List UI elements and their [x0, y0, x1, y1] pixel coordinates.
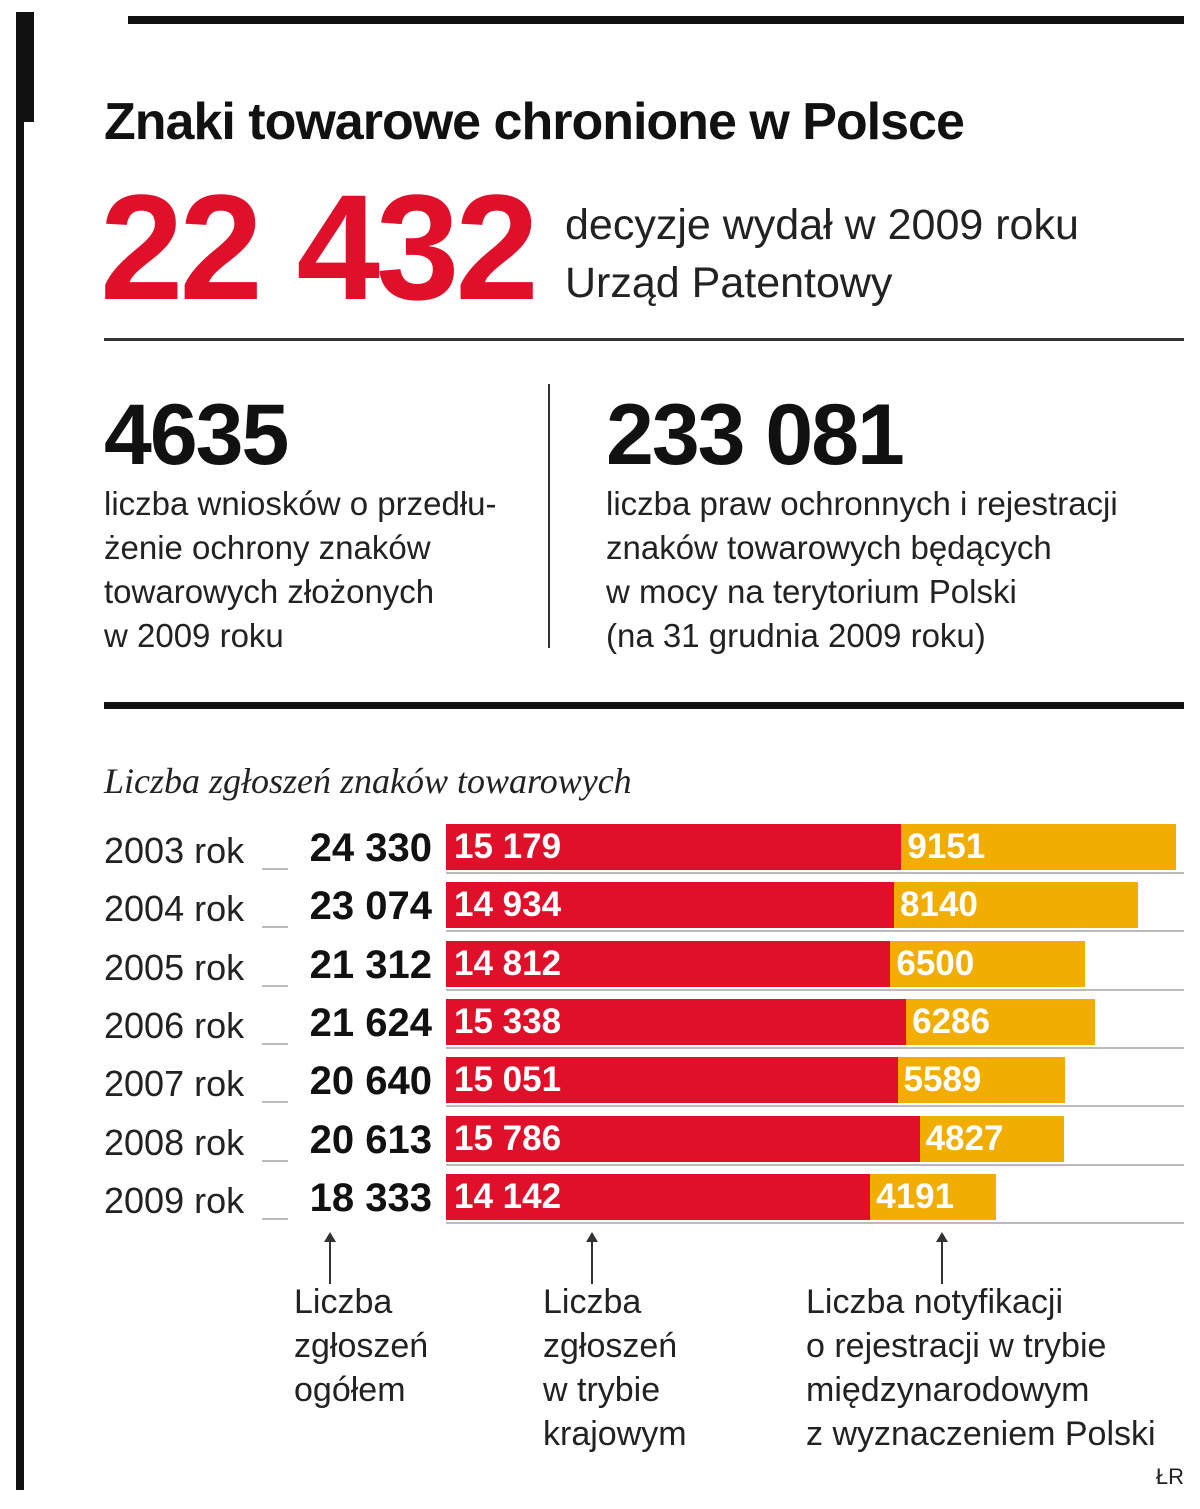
- stat-description-renewals: [104, 482, 534, 658]
- year-label: 2005 rok: [104, 946, 245, 988]
- legend-note-line: zgłoszeń: [294, 1327, 429, 1365]
- row-baseline: [446, 930, 1184, 932]
- bar-domestic-label: 15 179: [454, 827, 562, 866]
- bar-international-label: 5589: [903, 1060, 982, 1100]
- headline-description: [565, 196, 1185, 312]
- bar-international-label: 6286: [912, 1001, 990, 1041]
- bar-domestic-label: 15 338: [454, 1001, 562, 1041]
- bar-domestic-label: 14 812: [454, 943, 562, 983]
- legend-note-line: zgłoszeń: [543, 1327, 678, 1365]
- row-baseline: [446, 1164, 1184, 1166]
- stat-line: żenie ochrony znaków: [104, 529, 431, 566]
- stat-number-rights: 233 081: [606, 387, 903, 483]
- bar-domestic-label: 15 051: [454, 1060, 562, 1100]
- total-value: 21 624: [309, 1000, 432, 1045]
- year-label: 2008 rok: [104, 1121, 245, 1163]
- legend-note-line: Liczba: [543, 1283, 642, 1321]
- bar-international-label: 9151: [907, 827, 986, 866]
- stat-line: towarowych złożonych: [104, 573, 435, 610]
- total-value: 20 613: [309, 1117, 432, 1162]
- legend-note-line: z wyznaczeniem Polski: [806, 1415, 1156, 1453]
- bar-international-label: 6500: [896, 943, 975, 983]
- year-label: 2006 rok: [104, 1004, 245, 1046]
- headline-number: 22 432: [100, 163, 535, 331]
- pointer-line: [941, 1240, 943, 1284]
- page-title: Znaki towarowe chronione w Polsce: [104, 93, 964, 151]
- stat-line: (na 31 grudnia 2009 roku): [606, 617, 986, 654]
- stats-divider: [548, 384, 550, 648]
- frame-left-rule: [16, 12, 24, 1490]
- total-value: 23 074: [309, 884, 432, 929]
- year-label: 2003 rok: [104, 830, 245, 871]
- source-credit: ŁR: [1155, 1464, 1184, 1489]
- total-value: 20 640: [309, 1059, 432, 1104]
- frame-top-rule: [128, 16, 1184, 24]
- row-baseline: [446, 1222, 1184, 1224]
- legend-note-line: międzynarodowym: [806, 1371, 1090, 1409]
- legend-note-line: ogółem: [294, 1371, 406, 1409]
- chart-title: Liczba zgłoszeń znaków towarowych: [104, 761, 632, 801]
- year-label: 2007 rok: [104, 1063, 245, 1105]
- stat-description-rights: [606, 482, 1186, 658]
- total-value: 24 330: [309, 826, 432, 870]
- section-divider: [104, 338, 1184, 341]
- total-value: 18 333: [309, 1175, 432, 1220]
- row-baseline: [446, 872, 1184, 874]
- legend-note-line: Liczba notyfikacji: [806, 1283, 1064, 1321]
- headline-description-line: Urząd Patentowy: [565, 259, 893, 307]
- headline-description-line: decyzje wydał w 2009 roku: [565, 201, 1079, 249]
- bar-domestic-label: 14 934: [454, 885, 562, 925]
- stat-number-renewals: 4635: [104, 387, 288, 483]
- row-baseline: [446, 1047, 1184, 1049]
- legend-note-line: krajowym: [543, 1415, 687, 1453]
- pointer-line: [591, 1240, 593, 1284]
- row-baseline: [446, 989, 1184, 991]
- section-divider-thick: [104, 702, 1184, 709]
- bar-international-label: 4191: [876, 1176, 955, 1216]
- total-value: 21 312: [309, 942, 432, 987]
- stat-line: znaków towarowych będących: [606, 529, 1052, 566]
- stat-line: w 2009 roku: [104, 617, 284, 654]
- pointer-line: [329, 1240, 331, 1284]
- stat-line: w mocy na terytorium Polski: [606, 573, 1017, 610]
- row-baseline: [446, 1105, 1184, 1107]
- bar-domestic-label: 14 142: [454, 1176, 562, 1216]
- bar-domestic-label: 15 786: [454, 1118, 562, 1158]
- bar-international-label: 4827: [925, 1118, 1004, 1158]
- legend-note-line: o rejestracji w trybie: [806, 1327, 1107, 1365]
- stat-line: liczba praw ochronnych i rejestracji: [606, 485, 1118, 522]
- bar-international-label: 8140: [900, 885, 978, 925]
- legend-note-line: w trybie: [543, 1371, 661, 1409]
- year-label: 2004 rok: [104, 888, 245, 930]
- legend-note-line: Liczba: [294, 1283, 393, 1321]
- year-label: 2009 rok: [104, 1179, 245, 1221]
- stat-line: liczba wniosków o przedłu-: [104, 485, 497, 522]
